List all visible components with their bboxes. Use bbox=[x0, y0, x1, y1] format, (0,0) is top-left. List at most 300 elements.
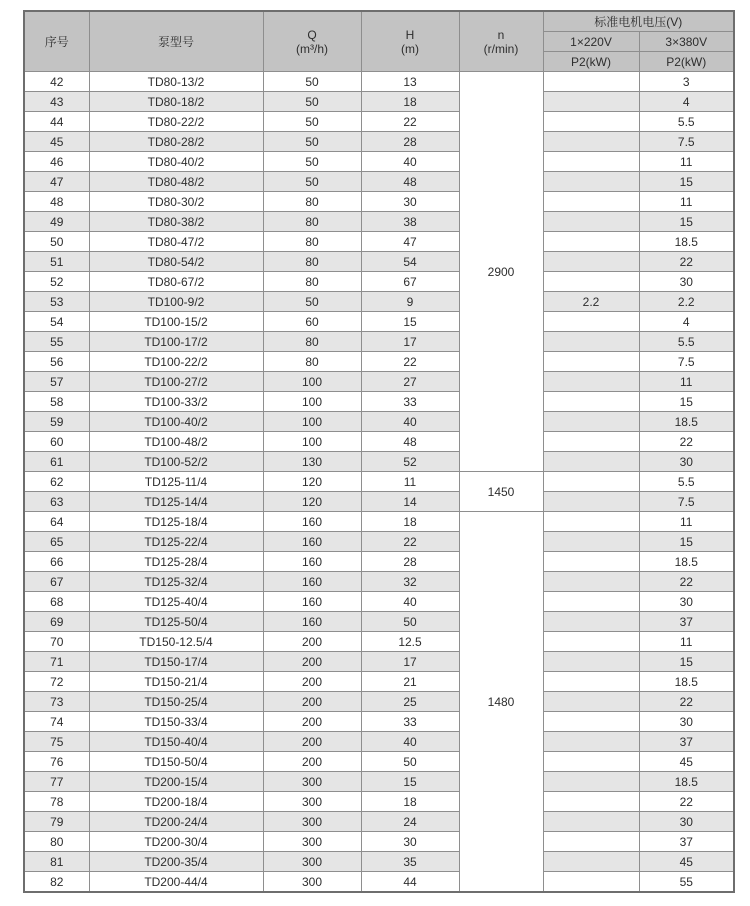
cell-serial: 74 bbox=[24, 712, 89, 732]
cell-flow: 50 bbox=[263, 72, 361, 92]
cell-p2-220v bbox=[543, 512, 639, 532]
cell-flow: 80 bbox=[263, 192, 361, 212]
cell-p2-380v: 22 bbox=[639, 252, 734, 272]
col-header-220v: 1×220V bbox=[543, 32, 639, 52]
cell-head: 54 bbox=[361, 252, 459, 272]
cell-model: TD150-21/4 bbox=[89, 672, 263, 692]
cell-flow: 200 bbox=[263, 692, 361, 712]
col-header-flow-unit: (m³/h) bbox=[296, 41, 328, 56]
cell-head: 48 bbox=[361, 172, 459, 192]
cell-flow: 200 bbox=[263, 652, 361, 672]
cell-flow: 200 bbox=[263, 712, 361, 732]
table-row bbox=[24, 452, 734, 472]
col-header-head bbox=[361, 11, 459, 72]
table-row bbox=[24, 92, 734, 112]
cell-model: TD125-18/4 bbox=[89, 512, 263, 532]
cell-model: TD100-17/2 bbox=[89, 332, 263, 352]
cell-serial: 78 bbox=[24, 792, 89, 812]
cell-flow: 160 bbox=[263, 532, 361, 552]
cell-serial: 50 bbox=[24, 232, 89, 252]
table-row bbox=[24, 292, 734, 312]
cell-head: 15 bbox=[361, 772, 459, 792]
cell-serial: 49 bbox=[24, 212, 89, 232]
cell-model: TD200-15/4 bbox=[89, 772, 263, 792]
cell-model: TD150-25/4 bbox=[89, 692, 263, 712]
cell-p2-380v: 37 bbox=[639, 612, 734, 632]
cell-serial: 80 bbox=[24, 832, 89, 852]
cell-p2-380v: 45 bbox=[639, 752, 734, 772]
cell-p2-220v bbox=[543, 732, 639, 752]
cell-p2-380v: 55 bbox=[639, 872, 734, 893]
table-row bbox=[24, 672, 734, 692]
cell-serial: 60 bbox=[24, 432, 89, 452]
cell-flow: 200 bbox=[263, 672, 361, 692]
cell-model: TD200-18/4 bbox=[89, 792, 263, 812]
cell-flow: 160 bbox=[263, 572, 361, 592]
cell-serial: 67 bbox=[24, 572, 89, 592]
cell-head: 12.5 bbox=[361, 632, 459, 652]
table-row bbox=[24, 512, 734, 532]
cell-serial: 79 bbox=[24, 812, 89, 832]
cell-serial: 61 bbox=[24, 452, 89, 472]
cell-serial: 71 bbox=[24, 652, 89, 672]
col-header-p2-380: P2(kW) bbox=[639, 52, 734, 72]
cell-model: TD80-67/2 bbox=[89, 272, 263, 292]
cell-p2-220v bbox=[543, 192, 639, 212]
cell-speed: 1450 bbox=[459, 472, 543, 512]
cell-model: TD125-40/4 bbox=[89, 592, 263, 612]
cell-flow: 200 bbox=[263, 632, 361, 652]
cell-flow: 50 bbox=[263, 112, 361, 132]
cell-model: TD150-12.5/4 bbox=[89, 632, 263, 652]
table-row bbox=[24, 552, 734, 572]
table-row bbox=[24, 812, 734, 832]
table-row bbox=[24, 692, 734, 712]
cell-flow: 160 bbox=[263, 612, 361, 632]
cell-serial: 53 bbox=[24, 292, 89, 312]
cell-head: 33 bbox=[361, 712, 459, 732]
cell-p2-220v bbox=[543, 392, 639, 412]
cell-serial: 66 bbox=[24, 552, 89, 572]
cell-p2-220v bbox=[543, 372, 639, 392]
table-row bbox=[24, 172, 734, 192]
cell-p2-220v bbox=[543, 632, 639, 652]
cell-model: TD80-30/2 bbox=[89, 192, 263, 212]
col-header-head-unit: (m) bbox=[401, 41, 419, 56]
cell-model: TD100-52/2 bbox=[89, 452, 263, 472]
table-row bbox=[24, 632, 734, 652]
table-row bbox=[24, 792, 734, 812]
cell-p2-380v: 45 bbox=[639, 852, 734, 872]
cell-p2-380v: 37 bbox=[639, 732, 734, 752]
cell-flow: 80 bbox=[263, 252, 361, 272]
cell-p2-380v: 7.5 bbox=[639, 492, 734, 512]
cell-head: 9 bbox=[361, 292, 459, 312]
cell-model: TD125-22/4 bbox=[89, 532, 263, 552]
cell-p2-220v bbox=[543, 72, 639, 92]
cell-head: 22 bbox=[361, 532, 459, 552]
table-row bbox=[24, 372, 734, 392]
cell-p2-220v bbox=[543, 272, 639, 292]
cell-p2-380v: 18.5 bbox=[639, 232, 734, 252]
cell-p2-220v: 2.2 bbox=[543, 292, 639, 312]
cell-model: TD80-38/2 bbox=[89, 212, 263, 232]
cell-flow: 80 bbox=[263, 212, 361, 232]
cell-head: 18 bbox=[361, 512, 459, 532]
cell-head: 48 bbox=[361, 432, 459, 452]
cell-model: TD100-9/2 bbox=[89, 292, 263, 312]
cell-p2-220v bbox=[543, 712, 639, 732]
cell-speed: 2900 bbox=[459, 72, 543, 472]
cell-head: 15 bbox=[361, 312, 459, 332]
cell-flow: 50 bbox=[263, 292, 361, 312]
table-row bbox=[24, 852, 734, 872]
cell-head: 40 bbox=[361, 732, 459, 752]
cell-p2-380v: 30 bbox=[639, 812, 734, 832]
cell-model: TD100-48/2 bbox=[89, 432, 263, 452]
cell-p2-380v: 11 bbox=[639, 152, 734, 172]
cell-model: TD150-40/4 bbox=[89, 732, 263, 752]
table-row bbox=[24, 192, 734, 212]
cell-head: 38 bbox=[361, 212, 459, 232]
cell-p2-380v: 5.5 bbox=[639, 472, 734, 492]
cell-head: 30 bbox=[361, 832, 459, 852]
cell-serial: 70 bbox=[24, 632, 89, 652]
table-row bbox=[24, 432, 734, 452]
table-row bbox=[24, 152, 734, 172]
table-row bbox=[24, 412, 734, 432]
cell-p2-220v bbox=[543, 332, 639, 352]
cell-model: TD80-40/2 bbox=[89, 152, 263, 172]
cell-p2-220v bbox=[543, 92, 639, 112]
cell-flow: 300 bbox=[263, 812, 361, 832]
cell-model: TD200-24/4 bbox=[89, 812, 263, 832]
cell-p2-220v bbox=[543, 692, 639, 712]
cell-serial: 65 bbox=[24, 532, 89, 552]
cell-serial: 63 bbox=[24, 492, 89, 512]
cell-flow: 160 bbox=[263, 592, 361, 612]
col-header-p2-220: P2(kW) bbox=[543, 52, 639, 72]
cell-model: TD100-15/2 bbox=[89, 312, 263, 332]
cell-serial: 76 bbox=[24, 752, 89, 772]
cell-head: 27 bbox=[361, 372, 459, 392]
col-header-head-symbol: H bbox=[405, 27, 415, 42]
cell-flow: 300 bbox=[263, 832, 361, 852]
cell-p2-220v bbox=[543, 532, 639, 552]
table-row bbox=[24, 352, 734, 372]
cell-serial: 77 bbox=[24, 772, 89, 792]
cell-flow: 80 bbox=[263, 332, 361, 352]
cell-head: 18 bbox=[361, 92, 459, 112]
cell-flow: 300 bbox=[263, 772, 361, 792]
cell-p2-220v bbox=[543, 232, 639, 252]
cell-serial: 72 bbox=[24, 672, 89, 692]
cell-flow: 50 bbox=[263, 92, 361, 112]
col-header-speed-symbol: n bbox=[497, 27, 505, 42]
cell-p2-220v bbox=[543, 852, 639, 872]
cell-p2-220v bbox=[543, 172, 639, 192]
cell-model: TD200-44/4 bbox=[89, 872, 263, 893]
col-header-flow bbox=[263, 11, 361, 72]
cell-p2-380v: 4 bbox=[639, 92, 734, 112]
cell-p2-220v bbox=[543, 212, 639, 232]
cell-p2-220v bbox=[543, 652, 639, 672]
col-header-380v: 3×380V bbox=[639, 32, 734, 52]
cell-model: TD80-54/2 bbox=[89, 252, 263, 272]
cell-serial: 45 bbox=[24, 132, 89, 152]
cell-p2-380v: 30 bbox=[639, 452, 734, 472]
cell-flow: 100 bbox=[263, 372, 361, 392]
cell-p2-380v: 18.5 bbox=[639, 412, 734, 432]
cell-head: 13 bbox=[361, 72, 459, 92]
cell-head: 52 bbox=[361, 452, 459, 472]
cell-p2-220v bbox=[543, 812, 639, 832]
cell-model: TD80-48/2 bbox=[89, 172, 263, 192]
cell-head: 14 bbox=[361, 492, 459, 512]
cell-head: 30 bbox=[361, 192, 459, 212]
cell-model: TD80-28/2 bbox=[89, 132, 263, 152]
table-row bbox=[24, 772, 734, 792]
cell-p2-220v bbox=[543, 872, 639, 893]
cell-p2-220v bbox=[543, 412, 639, 432]
cell-p2-380v: 18.5 bbox=[639, 772, 734, 792]
cell-serial: 59 bbox=[24, 412, 89, 432]
cell-head: 11 bbox=[361, 472, 459, 492]
cell-p2-380v: 30 bbox=[639, 272, 734, 292]
cell-model: TD125-11/4 bbox=[89, 472, 263, 492]
cell-flow: 100 bbox=[263, 412, 361, 432]
cell-p2-380v: 11 bbox=[639, 192, 734, 212]
cell-p2-380v: 22 bbox=[639, 692, 734, 712]
cell-serial: 58 bbox=[24, 392, 89, 412]
cell-model: TD150-50/4 bbox=[89, 752, 263, 772]
cell-flow: 100 bbox=[263, 392, 361, 412]
pump-spec-table bbox=[23, 10, 735, 893]
cell-model: TD125-14/4 bbox=[89, 492, 263, 512]
table-row bbox=[24, 592, 734, 612]
cell-p2-380v: 15 bbox=[639, 172, 734, 192]
cell-head: 40 bbox=[361, 592, 459, 612]
table-row bbox=[24, 392, 734, 412]
cell-serial: 57 bbox=[24, 372, 89, 392]
cell-p2-380v: 30 bbox=[639, 712, 734, 732]
table-row bbox=[24, 472, 734, 492]
table-row bbox=[24, 872, 734, 893]
cell-model: TD150-17/4 bbox=[89, 652, 263, 672]
cell-model: TD80-13/2 bbox=[89, 72, 263, 92]
cell-p2-380v: 7.5 bbox=[639, 352, 734, 372]
table-row bbox=[24, 112, 734, 132]
cell-model: TD125-50/4 bbox=[89, 612, 263, 632]
cell-p2-220v bbox=[543, 752, 639, 772]
table-row bbox=[24, 312, 734, 332]
cell-flow: 50 bbox=[263, 132, 361, 152]
cell-p2-220v bbox=[543, 672, 639, 692]
cell-head: 18 bbox=[361, 792, 459, 812]
table-row bbox=[24, 492, 734, 512]
cell-head: 28 bbox=[361, 132, 459, 152]
table-row bbox=[24, 712, 734, 732]
cell-flow: 100 bbox=[263, 432, 361, 452]
cell-p2-380v: 15 bbox=[639, 652, 734, 672]
col-header-speed-unit: (r/min) bbox=[483, 41, 519, 56]
cell-serial: 46 bbox=[24, 152, 89, 172]
cell-head: 21 bbox=[361, 672, 459, 692]
cell-model: TD80-22/2 bbox=[89, 112, 263, 132]
cell-p2-220v bbox=[543, 152, 639, 172]
cell-p2-220v bbox=[543, 352, 639, 372]
col-header-model-label: 泵型号 bbox=[157, 34, 194, 49]
cell-p2-380v: 11 bbox=[639, 512, 734, 532]
col-header-serial bbox=[24, 11, 89, 72]
table-row bbox=[24, 332, 734, 352]
cell-p2-380v: 22 bbox=[639, 792, 734, 812]
col-header-flow-symbol: Q bbox=[307, 27, 317, 42]
cell-p2-220v bbox=[543, 252, 639, 272]
cell-serial: 81 bbox=[24, 852, 89, 872]
cell-model: TD125-32/4 bbox=[89, 572, 263, 592]
cell-head: 50 bbox=[361, 612, 459, 632]
cell-p2-380v: 22 bbox=[639, 432, 734, 452]
cell-flow: 300 bbox=[263, 852, 361, 872]
cell-head: 40 bbox=[361, 152, 459, 172]
cell-speed: 1480 bbox=[459, 512, 543, 893]
cell-p2-220v bbox=[543, 552, 639, 572]
table-row bbox=[24, 752, 734, 772]
cell-serial: 42 bbox=[24, 72, 89, 92]
cell-head: 22 bbox=[361, 352, 459, 372]
cell-head: 32 bbox=[361, 572, 459, 592]
table-row bbox=[24, 212, 734, 232]
cell-head: 67 bbox=[361, 272, 459, 292]
cell-p2-380v: 2.2 bbox=[639, 292, 734, 312]
cell-p2-220v bbox=[543, 832, 639, 852]
header-row-1 bbox=[24, 11, 734, 32]
cell-head: 35 bbox=[361, 852, 459, 872]
table-row bbox=[24, 832, 734, 852]
col-header-serial-label: 序号 bbox=[44, 34, 69, 49]
cell-flow: 50 bbox=[263, 152, 361, 172]
cell-head: 33 bbox=[361, 392, 459, 412]
cell-p2-220v bbox=[543, 772, 639, 792]
cell-flow: 60 bbox=[263, 312, 361, 332]
cell-serial: 69 bbox=[24, 612, 89, 632]
cell-p2-380v: 15 bbox=[639, 532, 734, 552]
table-row bbox=[24, 252, 734, 272]
cell-flow: 300 bbox=[263, 792, 361, 812]
cell-p2-220v bbox=[543, 572, 639, 592]
cell-p2-380v: 18.5 bbox=[639, 552, 734, 572]
cell-flow: 200 bbox=[263, 752, 361, 772]
cell-head: 47 bbox=[361, 232, 459, 252]
col-header-model bbox=[89, 11, 263, 72]
cell-model: TD125-28/4 bbox=[89, 552, 263, 572]
cell-p2-220v bbox=[543, 472, 639, 492]
cell-model: TD100-27/2 bbox=[89, 372, 263, 392]
cell-head: 44 bbox=[361, 872, 459, 893]
cell-p2-380v: 5.5 bbox=[639, 112, 734, 132]
table-row bbox=[24, 572, 734, 592]
cell-serial: 47 bbox=[24, 172, 89, 192]
cell-flow: 120 bbox=[263, 472, 361, 492]
cell-flow: 80 bbox=[263, 272, 361, 292]
cell-p2-380v: 11 bbox=[639, 372, 734, 392]
cell-model: TD100-33/2 bbox=[89, 392, 263, 412]
table-header bbox=[24, 11, 734, 72]
cell-head: 22 bbox=[361, 112, 459, 132]
cell-p2-220v bbox=[543, 132, 639, 152]
cell-p2-380v: 15 bbox=[639, 212, 734, 232]
cell-serial: 62 bbox=[24, 472, 89, 492]
cell-flow: 200 bbox=[263, 732, 361, 752]
cell-flow: 80 bbox=[263, 352, 361, 372]
cell-serial: 55 bbox=[24, 332, 89, 352]
cell-p2-380v: 15 bbox=[639, 392, 734, 412]
cell-flow: 300 bbox=[263, 872, 361, 893]
cell-model: TD80-18/2 bbox=[89, 92, 263, 112]
cell-p2-220v bbox=[543, 452, 639, 472]
cell-serial: 43 bbox=[24, 92, 89, 112]
table-row bbox=[24, 72, 734, 92]
cell-p2-220v bbox=[543, 592, 639, 612]
cell-p2-380v: 4 bbox=[639, 312, 734, 332]
cell-model: TD80-47/2 bbox=[89, 232, 263, 252]
col-header-speed bbox=[459, 11, 543, 72]
table-row bbox=[24, 532, 734, 552]
cell-head: 50 bbox=[361, 752, 459, 772]
cell-serial: 56 bbox=[24, 352, 89, 372]
cell-p2-220v bbox=[543, 492, 639, 512]
cell-serial: 73 bbox=[24, 692, 89, 712]
table-row bbox=[24, 232, 734, 252]
cell-flow: 50 bbox=[263, 172, 361, 192]
cell-flow: 160 bbox=[263, 552, 361, 572]
table-row bbox=[24, 272, 734, 292]
cell-p2-380v: 11 bbox=[639, 632, 734, 652]
cell-model: TD200-35/4 bbox=[89, 852, 263, 872]
table-body bbox=[24, 72, 734, 893]
cell-flow: 120 bbox=[263, 492, 361, 512]
cell-head: 28 bbox=[361, 552, 459, 572]
cell-head: 17 bbox=[361, 332, 459, 352]
table-row bbox=[24, 132, 734, 152]
cell-flow: 160 bbox=[263, 512, 361, 532]
cell-p2-380v: 5.5 bbox=[639, 332, 734, 352]
cell-p2-380v: 3 bbox=[639, 72, 734, 92]
cell-serial: 52 bbox=[24, 272, 89, 292]
cell-serial: 48 bbox=[24, 192, 89, 212]
cell-head: 24 bbox=[361, 812, 459, 832]
cell-serial: 64 bbox=[24, 512, 89, 532]
cell-serial: 54 bbox=[24, 312, 89, 332]
cell-p2-380v: 18.5 bbox=[639, 672, 734, 692]
cell-p2-220v bbox=[543, 792, 639, 812]
cell-serial: 51 bbox=[24, 252, 89, 272]
cell-flow: 80 bbox=[263, 232, 361, 252]
cell-serial: 44 bbox=[24, 112, 89, 132]
table-row bbox=[24, 652, 734, 672]
cell-p2-380v: 7.5 bbox=[639, 132, 734, 152]
table-row bbox=[24, 612, 734, 632]
cell-p2-380v: 22 bbox=[639, 572, 734, 592]
cell-p2-220v bbox=[543, 112, 639, 132]
cell-head: 40 bbox=[361, 412, 459, 432]
table-row bbox=[24, 732, 734, 752]
cell-model: TD100-22/2 bbox=[89, 352, 263, 372]
cell-flow: 130 bbox=[263, 452, 361, 472]
cell-p2-220v bbox=[543, 312, 639, 332]
cell-model: TD200-30/4 bbox=[89, 832, 263, 852]
